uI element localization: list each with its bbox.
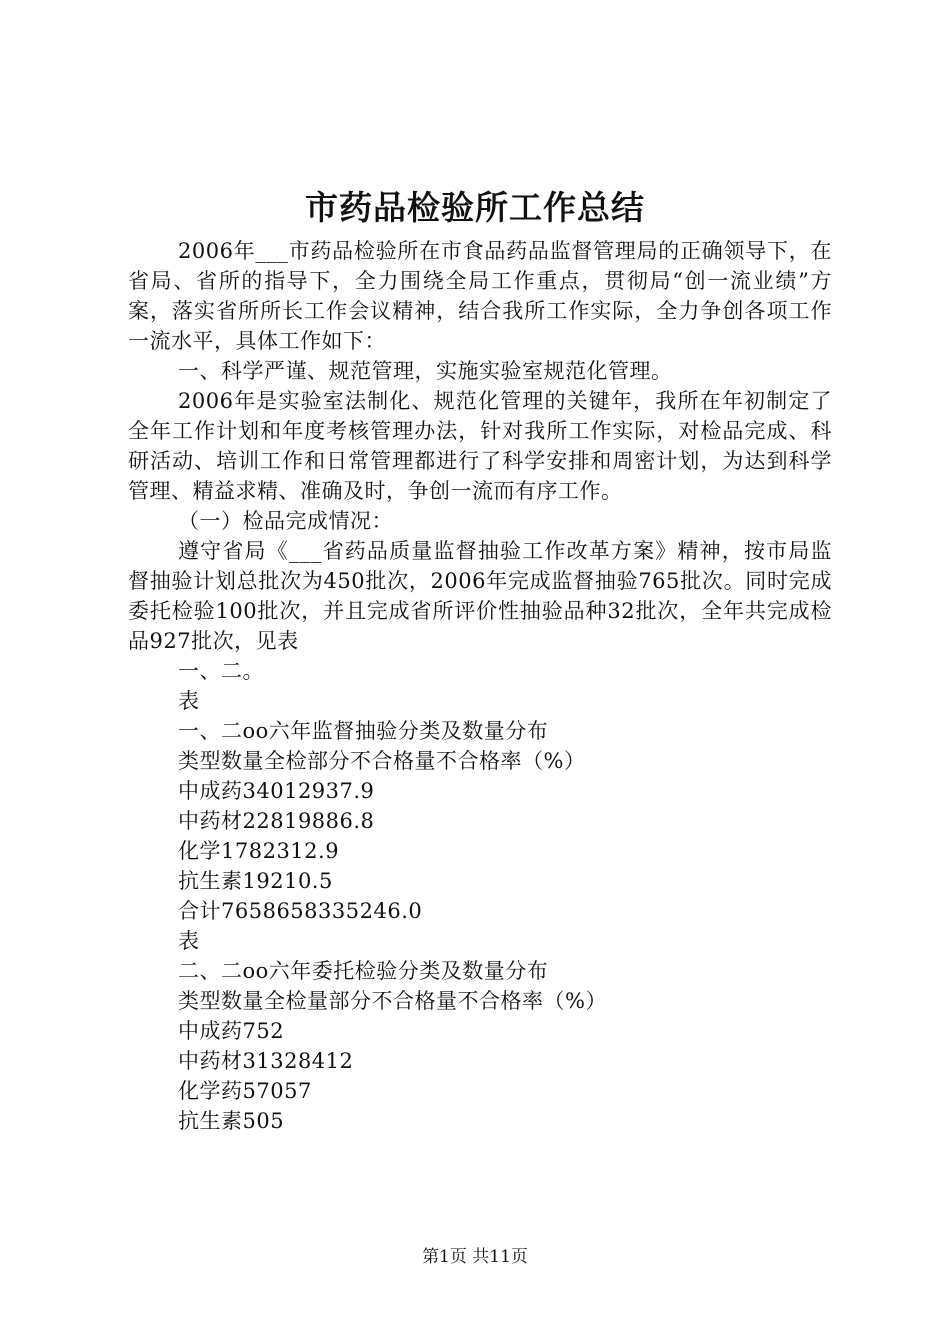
table-row: 中成药34012937.9 (178, 779, 375, 803)
table-row: 化学1782312.9 (178, 839, 340, 863)
text-line: 一、二。 (178, 659, 264, 683)
table-title-2: 二、二oo六年委托检验分类及数量分布 (178, 959, 549, 983)
table-row: 抗生素505 (178, 1109, 285, 1133)
paragraph-intro: 2006年___市药品检验所在市食品药品监督管理局的正确领导下，在省局、省所的指导下，全力围绕全局工作重点，贯彻局“创一流业绩”方案，落实省所所长工作会议精神，结合我所工作实际，全力争创各项工作一流水平，具体工作如下： (128, 239, 832, 353)
table-row: 中成药752 (178, 1019, 285, 1043)
subsection-heading-1: （一）检品完成情况： (178, 509, 393, 533)
table-header-1: 类型数量全检部分不合格量不合格率（%） (178, 749, 586, 773)
table-label: 表 (178, 929, 200, 953)
table-label: 表 (178, 689, 200, 713)
page-footer: 第1页 共11页 (422, 1247, 528, 1267)
table-row: 中药材22819886.8 (178, 809, 375, 833)
table-row-total: 合计7658658335246.0 (178, 899, 423, 923)
table-header-2: 类型数量全检量部分不合格量不合格率（%） (178, 989, 607, 1013)
document-title: 市药品检验所工作总结 (305, 188, 645, 227)
paragraph-inspection: 遵守省局《___省药品质量监督抽验工作改革方案》精神，按市局监督抽验计划总批次为450批次，2006年完成监督抽验765批次。同时完成委托检验100批次，并且完成省所评价性抽验品种32批次，全年共完成检品927批次，见表 (128, 539, 832, 653)
table-title-1: 一、二oo六年监督抽验分类及数量分布 (178, 719, 549, 743)
document-body (128, 236, 832, 1136)
table-row: 中药材31328412 (178, 1049, 354, 1073)
paragraph-management: 2006年是实验室法制化、规范化管理的关键年，我所在年初制定了全年工作计划和年度考核管理办法，针对我所工作实际，对检品完成、科研活动、培训工作和日常管理都进行了科学安排和周密计划，为达到科学管理、精益求精、准确及时，争创一流而有序工作。 (128, 389, 832, 503)
section-heading-1: 一、科学严谨、规范管理，实施实验室规范化管理。 (178, 359, 673, 383)
table-row: 化学药57057 (178, 1079, 312, 1103)
table-row: 抗生素19210.5 (178, 869, 333, 893)
